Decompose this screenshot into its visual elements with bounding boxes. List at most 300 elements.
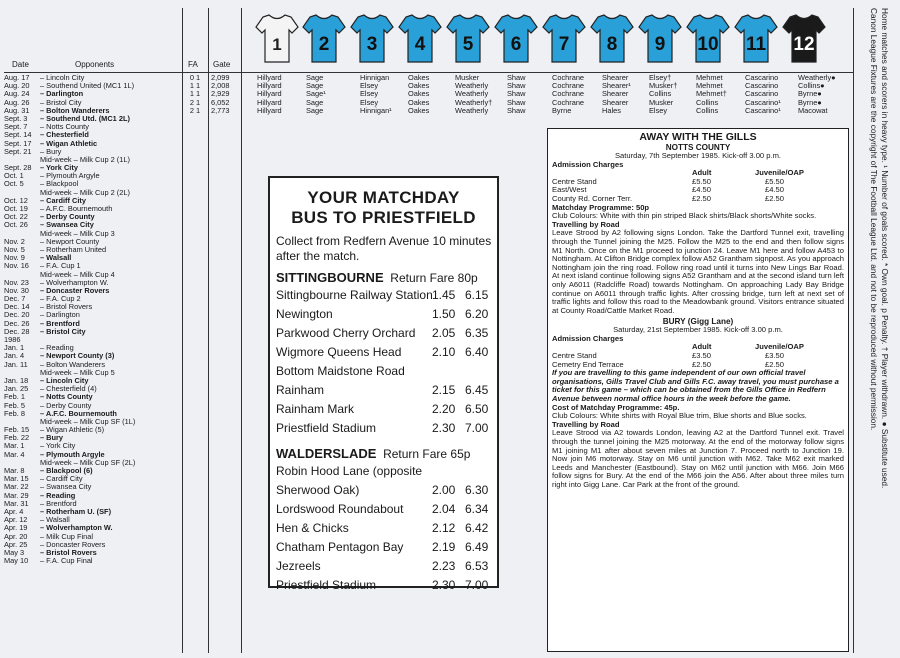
adult-price: £2.50 (692, 193, 712, 203)
bus-intro: Collect from Redfern Avenue 10 minutes after the match. (276, 234, 492, 263)
fixture-date: Mar. 15 (4, 475, 29, 484)
fixture-date: Oct. 12 (4, 196, 28, 205)
player-name: Musker (455, 73, 480, 82)
player-name: Collins (696, 97, 719, 107)
player-name: Sage¹ (306, 89, 326, 99)
fixture-opponent: – Wigan Athletic (40, 139, 98, 148)
bus-stop-row (270, 362, 497, 381)
fixture-opponent: – Bury (40, 147, 62, 156)
fixture-date: Sept. 17 (4, 139, 32, 148)
player-name: Cascarino (745, 81, 779, 91)
player-name: Cochrane (552, 73, 585, 82)
fixture-date: Jan. 4 (4, 352, 25, 361)
bus-stop-row (270, 557, 497, 576)
fixture-row (4, 262, 184, 270)
bus-time-outbound: 2.30 (432, 578, 456, 592)
fa-score: 2 1 (189, 105, 201, 115)
fixture-date: Nov. 2 (4, 237, 25, 246)
fixture-opponent: – Derby County (40, 213, 95, 222)
player-name: Shaw (507, 97, 526, 107)
fixture-date: Apr. 25 (4, 540, 28, 549)
shirt-7-icon (542, 12, 586, 64)
bus-stop-name: Lordswood Roundabout (276, 502, 404, 516)
fixture-date: Oct. 22 (4, 213, 28, 222)
bus-time-outbound: 1.50 (432, 307, 456, 321)
bus-time-outbound: 2.10 (432, 345, 456, 359)
player-name: Hinnigan¹ (360, 105, 392, 115)
bury-prices (552, 352, 844, 369)
fixture-date: Jan. 25 (4, 385, 29, 394)
fixture-opponent: – Lincoln City (40, 376, 89, 385)
bus-timetable-box (268, 176, 499, 592)
player-name: Hales (602, 105, 621, 115)
shirt-2-icon (302, 12, 346, 64)
fixture-opponent: – Bristol City (40, 327, 86, 336)
player-name: Sage (306, 97, 324, 107)
player-name: Cochrane (552, 89, 585, 99)
key-line: Home matches and scorers in heavy type. ¹ Number of goals scored. * Own goal. p Penalty. † Player withdrawn. ● Substitute used. (880, 8, 890, 489)
fixture-row (4, 426, 184, 434)
fa-score: 1 1 (189, 81, 201, 91)
bus-time-outbound: 2.23 (432, 559, 456, 573)
fixture-row (4, 189, 184, 197)
fixture-row (4, 271, 184, 279)
player-name: Collins (649, 89, 672, 99)
fixture-opponent: – F.A. Cup Final (40, 557, 93, 566)
fixture-date: Dec. 14 (4, 303, 30, 312)
player-name: Hillyard (257, 89, 282, 99)
bus-stop-row (270, 381, 497, 400)
fixture-opponent: Mid-week – Milk Cup SF (1L) (40, 417, 136, 426)
bus-stop-name: Robin Hood Lane (opposite (276, 464, 423, 478)
fixture-date: Apr. 4 (4, 507, 24, 516)
fixture-opponent: – Newport County (40, 237, 100, 246)
fixture-row (4, 393, 184, 401)
notts-road-label: Travelling by Road (552, 219, 620, 229)
fixture-opponent: Mid-week – Milk Cup 5 (40, 368, 115, 377)
bus-time-outbound: 2.05 (432, 326, 456, 340)
fixture-opponent: – A.F.C. Bournemouth (40, 409, 117, 418)
fixture-date: Aug. 31 (4, 106, 30, 115)
fixture-row (4, 500, 184, 508)
player-name: Shearer¹ (602, 81, 631, 91)
shirt-8-icon (590, 12, 634, 64)
fixture-opponent: – Wolverhampton W. (40, 278, 109, 287)
bus-time-return: 6.53 (465, 559, 489, 573)
player-name: Shaw (507, 105, 526, 115)
fixture-date: Sept. 21 (4, 147, 32, 156)
fixture-date: Nov. 23 (4, 278, 29, 287)
fixture-opponent: – York City (40, 164, 78, 173)
fixture-opponent: – Southend Utd. (MC1 2L) (40, 114, 130, 123)
bus-stop-name: Wigmore Queens Head (276, 345, 402, 359)
fa-column (183, 74, 207, 115)
header-date: Date (12, 60, 29, 69)
bus-title-line1: YOUR MATCHDAY (307, 188, 460, 207)
bury-programme: Cost of Matchday Programme: 45p. (552, 402, 680, 412)
fixture-date: 1986 (4, 336, 21, 344)
fixture-row (4, 303, 184, 311)
adult-price: £5.50 (692, 176, 712, 186)
bus-time-return: 6.30 (465, 483, 489, 497)
fixture-row (4, 123, 184, 131)
fixture-date: Dec. 20 (4, 311, 30, 320)
shirt-number: 3 (366, 34, 378, 55)
fixture-date: Nov. 9 (4, 254, 25, 263)
fixture-date: May 3 (4, 548, 25, 557)
fixture-opponent: – Plymouth Argyle (40, 450, 105, 459)
fixture-row (4, 475, 184, 483)
fixture-row (4, 328, 184, 336)
player-name: Weatherly (455, 81, 489, 91)
player-name: Weatherly● (798, 73, 836, 82)
player-name: Musker† (649, 81, 678, 91)
fixture-opponent: – Darlington (40, 311, 80, 320)
player-name: Collins● (798, 81, 825, 91)
bury-colours: Club Colours: White shirts with Royal Blue trim, Blue shorts and Blue socks. (552, 411, 807, 421)
fixture-row (4, 74, 184, 82)
fixture-opponent: – Walsall (40, 516, 70, 525)
bus-time-outbound: 2.20 (432, 402, 456, 416)
fixture-opponent: – Derby County (40, 401, 92, 410)
player-name: Oakes (408, 97, 430, 107)
player-name: Byrne● (798, 97, 822, 107)
sittingbourne-stops (270, 286, 497, 438)
fixture-row (4, 451, 184, 459)
player-name: Oakes (408, 81, 430, 91)
player-name: Mehmet (696, 81, 723, 91)
fixture-row (4, 90, 184, 98)
fixture-row (4, 205, 184, 213)
stand-name: East/West (552, 185, 587, 195)
fixture-row (4, 402, 184, 410)
juvenile-price: £5.50 (765, 176, 785, 186)
juvenile-price: £4.50 (765, 185, 785, 195)
player-name: Cascarino¹ (745, 105, 781, 115)
fixture-row (4, 508, 184, 516)
fixture-date: Dec. 28 (4, 327, 30, 336)
bus-time-return: 6.34 (465, 502, 489, 516)
bury-road-label: Travelling by Road (552, 419, 620, 429)
shirt-number: 12 (793, 34, 815, 55)
player-name: Oakes (408, 89, 430, 99)
player-name: Shaw (507, 73, 526, 82)
fixture-date: Oct. 5 (4, 180, 24, 189)
fixture-date: Mar. 22 (4, 483, 29, 492)
fixture-date: Aug. 24 (4, 90, 30, 99)
shirt-number-row (245, 8, 855, 68)
fixture-date: Feb. 5 (4, 401, 25, 410)
fixture-date: Sept. 7 (4, 123, 28, 132)
fixture-date: Dec. 26 (4, 319, 30, 328)
fixture-date: Feb. 1 (4, 393, 25, 402)
fixture-opponent: – Plymouth Argyle (40, 172, 100, 181)
bus-stop-name: Chatham Pentagon Bay (276, 540, 404, 554)
fa-score: 0 1 (189, 73, 201, 82)
fixture-row (4, 221, 184, 229)
key-sidebar (856, 8, 896, 653)
fa-score: 1 1 (189, 89, 201, 99)
fixture-row (4, 82, 184, 90)
adult-header: Adult (692, 168, 712, 178)
fixture-opponent: – Southend United (MC1 1L) (40, 82, 135, 91)
fixture-row (4, 524, 184, 532)
bury-road-directions: Leave Strood via A2 towards London, leaving A2 at the Dartford Tunnel exit. Travel through the tunnel joining the M25 motorway. At the end of the motorway follow signs M1 joining M1 after about seven miles at Junction 7. Proceed north to Junction 19. Now join M6 motorway. Stay on M6 until junction with M62. Take M62 exit marked Leeds and Manchester (Eastbound). Stay on M62 until junction with M66. Join M66 follow signs for Bury. At the end of the M66 join the A56. After about three miles turn right into Gigg Lane. Car Park at the front of the ground. (552, 428, 844, 489)
fixture-row (4, 140, 184, 148)
shirt-number: 6 (510, 34, 522, 55)
fixture-opponent: – Chesterfield (40, 131, 89, 140)
fixture-row (4, 230, 184, 238)
player-name: Shaw (507, 89, 526, 99)
price-row (552, 361, 844, 370)
bus-stop-name: Newington (276, 307, 333, 321)
fixture-row (4, 492, 184, 500)
shirt-number: 2 (318, 34, 330, 55)
bus-time-outbound: 2.00 (432, 483, 456, 497)
notts-colours: Club Colours: White with thin pin striped Black shirts/Black shorts/White socks. (552, 211, 817, 221)
price-row (552, 195, 844, 204)
fixture-row (4, 385, 184, 393)
fixture-opponent: – Cardiff City (40, 475, 83, 484)
bus-time-return: 6.40 (465, 345, 489, 359)
fixture-row (4, 287, 184, 295)
shirt-12-icon (782, 12, 826, 64)
shirt-1-icon (255, 12, 299, 64)
player-name: Weatherly (455, 105, 489, 115)
fixture-opponent: – Reading (40, 344, 74, 353)
player-name: Elsey† (649, 73, 672, 82)
fixture-date: Apr. 20 (4, 532, 28, 541)
bus-stop-name: Bottom Maidstone Road (276, 364, 405, 378)
fixture-row (4, 320, 184, 328)
shirt-number: 4 (414, 34, 426, 55)
fixture-row (4, 311, 184, 319)
player-name: Byrne● (798, 89, 822, 99)
away-title: AWAY WITH THE GILLS (639, 131, 757, 143)
notts-programme: Matchday Programme: 50p (552, 202, 650, 212)
bus-time-outbound: 2.30 (432, 421, 456, 435)
walderslade-heading (270, 438, 497, 462)
player-name: Cochrane (552, 97, 585, 107)
fixture-row (4, 107, 184, 115)
bus-time-return: 6.45 (465, 383, 489, 397)
fixture-row (4, 279, 184, 287)
fixture-date: Oct. 26 (4, 221, 28, 230)
walderslade-fare: Return Fare 65p (383, 447, 471, 461)
shirt-5-icon (446, 12, 490, 64)
fixture-date: Mar. 1 (4, 442, 25, 451)
fixture-row (4, 254, 184, 262)
bus-time-return: 6.49 (465, 540, 489, 554)
fixture-opponent: – Notts County (40, 393, 93, 402)
fixture-date: Aug. 20 (4, 82, 30, 91)
fixture-opponent: – Chesterfield (4) (40, 385, 97, 394)
fixture-row (4, 434, 184, 442)
juvenile-price: £2.50 (765, 359, 785, 369)
fixture-opponent: Mid-week – Milk Cup 4 (40, 270, 115, 279)
fixture-opponent: – Doncaster Rovers (40, 540, 106, 549)
adult-header: Adult (692, 342, 712, 352)
fixture-row (4, 344, 184, 352)
bus-stop-row (270, 400, 497, 419)
fixture-opponent: – Blackpool (6) (40, 467, 93, 475)
player-name: Weatherly† (455, 97, 493, 107)
fixture-row (4, 361, 184, 369)
fixture-row (4, 533, 184, 541)
player-name: Shearer (602, 97, 629, 107)
fixture-row (4, 516, 184, 524)
player-name: Byrne (552, 105, 572, 115)
fixture-date: Dec. 7 (4, 295, 26, 304)
bus-stop-row (270, 500, 497, 519)
bus-title-line2: BUS TO PRIESTFIELD (291, 208, 476, 227)
fixture-row (4, 377, 184, 385)
fixture-opponent: Mid-week – Milk Cup 2 (2L) (40, 188, 130, 197)
fixture-date: Jan. 1 (4, 344, 25, 353)
bus-stop-row (270, 519, 497, 538)
notts-road-directions: Leave Strood by A2 following signs London. Take the Dartford Tunnel exit, travelling through the Tunnel joining the M25. Follow the M25 to the end and then follow signs M1 North. Once on the M1 proceed to junction 24. Leave M1 here and follow A453 to Nottingham. At Clifton Bridge complex follow A52 Grantham signpost. As you approach Nottingham join the ring road. Follow ring road until it turns into New Lings Bar Road. At next island continue following signs A52 Grantham and at the second island turn left only A6011 (Radcliffe Road) towards Nottingham. On approaching Lady Bay Bridge continue on A6011 through traffic lights. After crossing bridge, turn left at next set of traffic lights and follow this road to the Meadowbank ground. Visitors entrance situated at County Road/Cattle Market Road. (552, 228, 844, 315)
fixture-opponent: – Rotherham United (40, 245, 107, 254)
fixture-date: Oct. 19 (4, 205, 28, 213)
fixture-date: Oct. 1 (4, 172, 24, 181)
bury-title: BURY (Gigg Lane) (662, 317, 734, 327)
fixture-opponent: – Reading (40, 491, 76, 500)
bus-time-return: 6.50 (465, 402, 489, 416)
header-opponents: Opponents (75, 60, 115, 69)
fixture-row (4, 115, 184, 123)
fixture-row (4, 352, 184, 360)
fixture-date: Feb. 22 (4, 434, 30, 443)
bury-ticket-note: If you are travelling to this game independent of our own official travel organisations, Gills Travel Club and Gills F.C. away travel, you must purchase a ticket for this game – which can be obtained from the Gills Office in Redfern Avenue between normal office hours in the week before the game. (552, 368, 839, 404)
bus-time-return: 6.20 (465, 307, 489, 321)
fixture-list (4, 74, 184, 565)
fixture-opponent: – Bolton Wanderers (40, 106, 110, 115)
player-name: Sage (306, 81, 324, 91)
fixture-row (4, 483, 184, 491)
fixture-opponent: – Bristol Rovers (40, 303, 93, 312)
away-travel-box (547, 128, 849, 652)
fixture-date: Feb. 8 (4, 409, 25, 418)
player-name: Elsey (649, 105, 668, 115)
bus-stop-row (270, 286, 497, 305)
walderslade-stops (270, 462, 497, 595)
fixture-row (4, 164, 184, 172)
divider (241, 8, 242, 653)
fixture-opponent: – Swansea City (40, 483, 92, 492)
player-name: Elsey (360, 81, 379, 91)
bus-time-return: 7.00 (465, 421, 489, 435)
fixture-opponent: – Notts County (40, 123, 89, 132)
gate-attendance: 6,052 (211, 97, 230, 107)
bus-time-outbound: 2.12 (432, 521, 456, 535)
bus-time-return: 6.42 (465, 521, 489, 535)
fixture-opponent: – Doncaster Rovers (40, 286, 110, 295)
fixture-opponent: – F.A. Cup 1 (40, 262, 81, 271)
fixture-opponent: Mid-week – Milk Cup SF (2L) (40, 458, 136, 467)
player-name: Shearer (602, 89, 629, 99)
bus-stop-row (270, 481, 497, 500)
player-name: Oakes (408, 73, 430, 82)
fixture-opponent: – Wigan Athletic (5) (40, 426, 105, 435)
fixture-opponent: – Lincoln City (40, 74, 85, 82)
fixture-opponent: – A.F.C. Bournemouth (40, 205, 113, 213)
fixture-row (4, 549, 184, 557)
adult-price: £4.50 (692, 185, 712, 195)
lineup-grid (245, 74, 850, 115)
bus-time-outbound: 1.45 (432, 288, 456, 302)
fixture-row (4, 295, 184, 303)
fixture-opponent: – Walsall (40, 254, 72, 263)
juvenile-price: £2.50 (765, 193, 785, 203)
fixture-row (4, 369, 184, 377)
fixture-opponent: – Brentford (40, 319, 80, 328)
fixture-opponent: Mid-week – Milk Cup 2 (1L) (40, 155, 130, 164)
fixture-row (4, 467, 184, 475)
shirt-number: 8 (606, 34, 618, 55)
player-name: Hillyard (257, 105, 282, 115)
shirt-number: 7 (558, 34, 570, 55)
fixture-row (4, 410, 184, 418)
gate-attendance: 2,099 (211, 73, 230, 82)
bus-time-outbound: 2.15 (432, 383, 456, 397)
fixture-opponent: – Bristol City (40, 98, 82, 107)
fixture-row (4, 99, 184, 107)
fixture-date: Mar. 8 (4, 467, 25, 475)
fixture-date: Nov. 16 (4, 262, 29, 271)
bus-stop-row (270, 462, 497, 481)
fixture-date: Apr. 19 (4, 524, 28, 533)
shirt-number: 5 (462, 34, 474, 55)
fixture-opponent: – Darlington (40, 90, 84, 99)
bus-time-return: 6.35 (465, 326, 489, 340)
bury-date: Saturday, 21st September 1985. Kick-off 3.00 p.m. (613, 325, 783, 335)
fixture-date: Mar. 31 (4, 499, 29, 508)
bus-stop-row (270, 324, 497, 343)
fixture-date: Nov. 5 (4, 245, 25, 254)
notts-prices (552, 178, 844, 204)
player-name: Hillyard (257, 97, 282, 107)
divider (208, 8, 209, 653)
player-name: Cascarino (745, 73, 779, 82)
stand-name: County Rd. Corner Terr. (552, 193, 633, 203)
stand-name: Centre Stand (552, 351, 597, 361)
shirt-number: 11 (745, 34, 767, 55)
fixture-row (4, 197, 184, 205)
fixture-date: Jan. 11 (4, 360, 28, 369)
fixture-opponent: – York City (40, 442, 76, 451)
shirt-4-icon (398, 12, 442, 64)
bury-admission-label: Admission Charges (552, 333, 624, 343)
player-name: Elsey (360, 97, 379, 107)
shirt-9-icon (638, 12, 682, 64)
bus-stop-name: Jezreels (276, 559, 321, 573)
bus-stop-name: Hen & Chicks (276, 521, 349, 535)
bus-stop-name: Rainham Mark (276, 402, 355, 416)
fixture-opponent: – Milk Cup Final (40, 532, 93, 541)
fixture-opponent: – F.A. Cup 2 (40, 295, 81, 304)
bus-stop-name: Priestfield Stadium (276, 421, 377, 435)
bus-stop-row (270, 419, 497, 438)
shirt-10-icon (686, 12, 730, 64)
bus-time-return: 6.15 (465, 288, 489, 302)
player-name: Hinnigan (360, 73, 390, 82)
player-name: Macowat (798, 105, 828, 115)
adult-price: £3.50 (692, 351, 712, 361)
fixture-row (4, 246, 184, 254)
bus-stop-name: Sittingbourne Railway Station (276, 288, 433, 302)
juvenile-header: Juvenile/OAP (755, 342, 804, 352)
player-name: Mehmet† (696, 89, 727, 99)
